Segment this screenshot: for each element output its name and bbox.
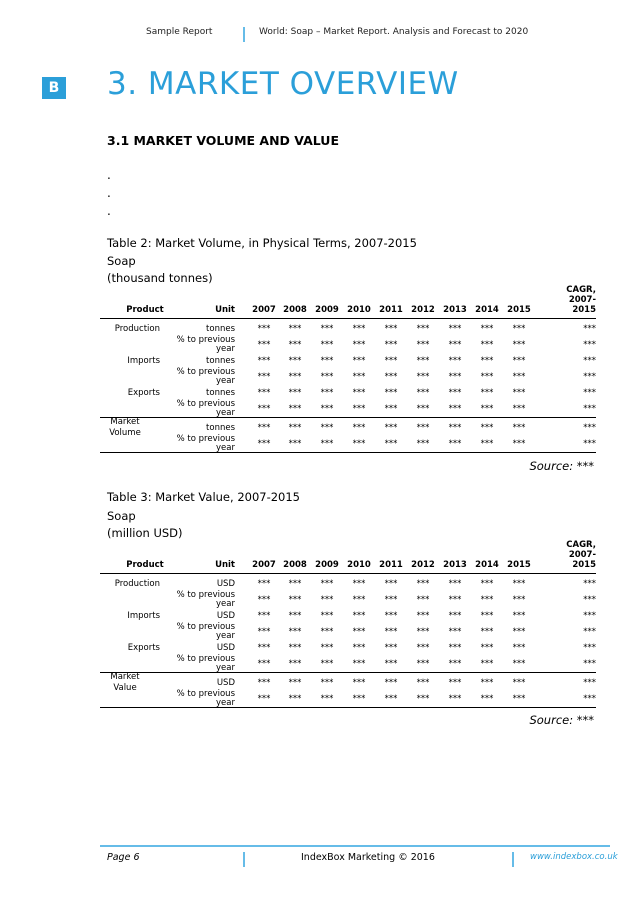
row-value: *** [257, 659, 271, 669]
row-unit: % to previous year [176, 622, 235, 641]
header-year: 2009 [315, 305, 339, 315]
header-report-title: World: Soap – Market Report. Analysis and Forecast to 2020 [259, 27, 529, 37]
row-value: *** [480, 340, 494, 350]
row-product: Imports [127, 611, 160, 621]
row-value: *** [352, 340, 366, 350]
row-unit: tonnes [206, 356, 235, 366]
table-row [100, 401, 596, 417]
table-row [100, 672, 596, 693]
section-badge-icon: B [42, 77, 66, 99]
row-value: *** [416, 694, 430, 704]
table-row [100, 436, 596, 452]
row-value: *** [480, 356, 494, 366]
row-value: *** [384, 659, 398, 669]
row-cagr: *** [583, 388, 596, 398]
row-unit: % to previous year [176, 689, 235, 708]
footer-separator [243, 852, 245, 867]
row-unit: tonnes [206, 324, 235, 334]
row-value: *** [257, 423, 271, 433]
row-value: *** [384, 404, 398, 414]
row-value: *** [257, 356, 271, 366]
row-value: *** [416, 678, 430, 688]
row-value: *** [352, 611, 366, 621]
header-year: 2014 [475, 305, 499, 315]
table-row [100, 576, 596, 592]
header-cagr: CAGR, 2007-2015 [566, 540, 596, 570]
section-title: 3. MARKET OVERVIEW [107, 66, 459, 102]
subsection-title: 3.1 MARKET VOLUME AND VALUE [107, 133, 339, 148]
header-year: 2015 [507, 560, 531, 570]
header-separator [243, 27, 245, 42]
row-cagr: *** [583, 340, 596, 350]
row-value: *** [480, 595, 494, 605]
row-value: *** [416, 372, 430, 382]
row-value: *** [448, 356, 462, 366]
row-value: *** [320, 579, 334, 589]
row-value: *** [448, 423, 462, 433]
row-value: *** [257, 324, 271, 334]
table-row [100, 385, 596, 401]
row-value: *** [480, 388, 494, 398]
row-value: *** [384, 372, 398, 382]
row-unit: tonnes [206, 423, 235, 433]
footer-copyright: IndexBox Marketing © 2016 [301, 852, 435, 863]
row-value: *** [257, 627, 271, 637]
row-value: *** [512, 579, 526, 589]
row-value: *** [352, 659, 366, 669]
row-value: *** [416, 595, 430, 605]
ellipsis-dot: . [107, 204, 111, 218]
row-value: *** [512, 439, 526, 449]
row-value: *** [288, 372, 302, 382]
row-value: *** [288, 324, 302, 334]
header-year: 2012 [411, 560, 435, 570]
row-value: *** [288, 611, 302, 621]
header-year: 2013 [443, 560, 467, 570]
row-cagr: *** [583, 423, 596, 433]
row-cagr: *** [583, 595, 596, 605]
row-value: *** [257, 694, 271, 704]
row-cagr: *** [583, 627, 596, 637]
row-value: *** [352, 643, 366, 653]
row-value: *** [512, 627, 526, 637]
row-value: *** [288, 678, 302, 688]
row-value: *** [257, 611, 271, 621]
row-value: *** [512, 372, 526, 382]
row-value: *** [448, 372, 462, 382]
row-value: *** [352, 356, 366, 366]
row-value: *** [480, 404, 494, 414]
row-unit: % to previous year [176, 399, 235, 418]
header-year: 2011 [379, 560, 403, 570]
header-product: Product [126, 305, 164, 315]
row-cagr: *** [583, 611, 596, 621]
row-value: *** [352, 404, 366, 414]
row-cagr: *** [583, 579, 596, 589]
header-year: 2009 [315, 560, 339, 570]
row-value: *** [257, 643, 271, 653]
row-value: *** [480, 372, 494, 382]
row-value: *** [352, 372, 366, 382]
row-value: *** [480, 627, 494, 637]
header-unit: Unit [215, 560, 235, 570]
row-value: *** [480, 678, 494, 688]
row-value: *** [257, 595, 271, 605]
row-value: *** [320, 372, 334, 382]
row-unit: % to previous year [176, 654, 235, 673]
row-unit: % to previous year [176, 590, 235, 609]
ellipsis-dot: . [107, 186, 111, 200]
table2-subject: Soap [107, 254, 136, 268]
footer-website-link[interactable]: www.indexbox.co.uk [530, 852, 618, 862]
row-value: *** [512, 340, 526, 350]
header-year: 2007 [252, 560, 276, 570]
row-value: *** [384, 627, 398, 637]
row-value: *** [416, 423, 430, 433]
table-row [100, 592, 596, 608]
footer-page-number: Page 6 [107, 852, 140, 863]
row-value: *** [512, 694, 526, 704]
header-year: 2011 [379, 305, 403, 315]
row-value: *** [288, 643, 302, 653]
row-value: *** [480, 579, 494, 589]
row-value: *** [416, 627, 430, 637]
header-year: 2014 [475, 560, 499, 570]
row-value: *** [352, 324, 366, 334]
row-value: *** [320, 678, 334, 688]
row-value: *** [288, 694, 302, 704]
row-cagr: *** [583, 356, 596, 366]
table-row [100, 369, 596, 385]
row-value: *** [512, 388, 526, 398]
row-value: *** [416, 611, 430, 621]
table-body [100, 319, 596, 417]
row-value: *** [512, 356, 526, 366]
row-value: *** [448, 659, 462, 669]
header-unit: Unit [215, 305, 235, 315]
table2-source: Source: *** [529, 459, 594, 473]
row-value: *** [320, 659, 334, 669]
table-row [100, 656, 596, 672]
table-row [100, 608, 596, 624]
row-cagr: *** [583, 659, 596, 669]
row-value: *** [384, 694, 398, 704]
table3-source: Source: *** [529, 713, 594, 727]
row-value: *** [416, 340, 430, 350]
row-value: *** [320, 694, 334, 704]
table2-units-note: (thousand tonnes) [107, 271, 213, 285]
row-value: *** [320, 611, 334, 621]
row-unit: % to previous year [176, 367, 235, 386]
row-cagr: *** [583, 694, 596, 704]
row-cagr: *** [583, 324, 596, 334]
row-value: *** [512, 659, 526, 669]
footer-rule [100, 845, 610, 847]
row-value: *** [480, 659, 494, 669]
row-value: *** [480, 439, 494, 449]
row-value: *** [512, 595, 526, 605]
row-value: *** [352, 439, 366, 449]
row-product: Market Value [110, 672, 140, 693]
header-year: 2007 [252, 305, 276, 315]
row-value: *** [320, 388, 334, 398]
row-value: *** [352, 388, 366, 398]
row-value: *** [416, 404, 430, 414]
row-value: *** [512, 423, 526, 433]
row-unit: % to previous year [176, 335, 235, 354]
row-value: *** [384, 643, 398, 653]
row-value: *** [448, 595, 462, 605]
row-value: *** [384, 439, 398, 449]
header-year: 2012 [411, 305, 435, 315]
row-value: *** [320, 404, 334, 414]
row-unit: USD [216, 678, 235, 688]
row-value: *** [384, 423, 398, 433]
row-value: *** [480, 643, 494, 653]
row-unit: USD [216, 643, 235, 653]
row-cagr: *** [583, 372, 596, 382]
row-value: *** [448, 388, 462, 398]
table2 [100, 278, 596, 453]
row-value: *** [320, 643, 334, 653]
row-value: *** [512, 404, 526, 414]
row-value: *** [384, 678, 398, 688]
row-value: *** [257, 372, 271, 382]
header-year: 2010 [347, 305, 371, 315]
row-unit: USD [216, 579, 235, 589]
row-value: *** [448, 627, 462, 637]
row-value: *** [416, 579, 430, 589]
row-value: *** [512, 324, 526, 334]
row-value: *** [448, 439, 462, 449]
row-value: *** [257, 678, 271, 688]
row-value: *** [384, 579, 398, 589]
row-value: *** [416, 388, 430, 398]
row-value: *** [352, 423, 366, 433]
row-value: *** [384, 595, 398, 605]
row-value: *** [257, 340, 271, 350]
row-value: *** [320, 340, 334, 350]
table3 [100, 533, 596, 708]
row-value: *** [512, 643, 526, 653]
row-value: *** [320, 595, 334, 605]
row-cagr: *** [583, 404, 596, 414]
table3-subject: Soap [107, 509, 136, 523]
header-year: 2010 [347, 560, 371, 570]
row-value: *** [480, 694, 494, 704]
row-unit: % to previous year [176, 434, 235, 453]
row-value: *** [448, 694, 462, 704]
row-product: Exports [127, 643, 160, 653]
row-product: Production [114, 324, 160, 334]
table-row [100, 624, 596, 640]
row-product: Production [114, 579, 160, 589]
row-cagr: *** [583, 439, 596, 449]
row-value: *** [320, 423, 334, 433]
row-value: *** [448, 643, 462, 653]
row-cagr: *** [583, 678, 596, 688]
row-value: *** [320, 627, 334, 637]
table3-units-note: (million USD) [107, 526, 183, 540]
row-value: *** [352, 678, 366, 688]
row-value: *** [416, 439, 430, 449]
row-value: *** [257, 404, 271, 414]
row-value: *** [448, 324, 462, 334]
header-product: Product [126, 560, 164, 570]
row-value: *** [352, 627, 366, 637]
header-year: 2008 [283, 560, 307, 570]
header-year: 2013 [443, 305, 467, 315]
row-value: *** [288, 356, 302, 366]
row-value: *** [288, 423, 302, 433]
table-row [100, 640, 596, 656]
row-value: *** [480, 423, 494, 433]
row-value: *** [288, 388, 302, 398]
row-value: *** [352, 595, 366, 605]
table-header-row [100, 533, 596, 574]
row-value: *** [288, 627, 302, 637]
row-cagr: *** [583, 643, 596, 653]
header-year: 2015 [507, 305, 531, 315]
row-value: *** [384, 356, 398, 366]
row-product: Market Volume [109, 417, 141, 438]
table-row [100, 353, 596, 369]
table3-caption: Table 3: Market Value, 2007-2015 [107, 490, 301, 504]
row-value: *** [448, 611, 462, 621]
row-value: *** [288, 659, 302, 669]
row-value: *** [288, 579, 302, 589]
table-total-group [100, 417, 596, 453]
row-value: *** [512, 611, 526, 621]
row-value: *** [384, 340, 398, 350]
row-value: *** [416, 659, 430, 669]
header-report-type: Sample Report [146, 27, 213, 37]
row-value: *** [288, 404, 302, 414]
table-row [100, 417, 596, 438]
row-value: *** [288, 340, 302, 350]
row-product: Imports [127, 356, 160, 366]
row-value: *** [448, 340, 462, 350]
row-value: *** [416, 324, 430, 334]
table-row [100, 321, 596, 337]
row-value: *** [512, 678, 526, 688]
table-row [100, 691, 596, 707]
row-value: *** [257, 579, 271, 589]
row-unit: USD [216, 611, 235, 621]
row-value: *** [320, 356, 334, 366]
row-value: *** [384, 324, 398, 334]
row-value: *** [448, 579, 462, 589]
table2-caption: Table 2: Market Volume, in Physical Terms, 2007-2015 [107, 236, 417, 250]
row-value: *** [352, 579, 366, 589]
row-value: *** [288, 595, 302, 605]
table-total-group [100, 672, 596, 708]
row-product: Exports [127, 388, 160, 398]
row-value: *** [352, 694, 366, 704]
row-value: *** [448, 678, 462, 688]
row-value: *** [320, 439, 334, 449]
row-value: *** [384, 611, 398, 621]
row-value: *** [384, 388, 398, 398]
footer-separator [512, 852, 514, 867]
table-row [100, 337, 596, 353]
header-year: 2008 [283, 305, 307, 315]
row-value: *** [320, 324, 334, 334]
row-value: *** [480, 611, 494, 621]
row-value: *** [480, 324, 494, 334]
table-body [100, 574, 596, 672]
row-value: *** [288, 439, 302, 449]
row-value: *** [416, 356, 430, 366]
ellipsis-dot: . [107, 168, 111, 182]
header-cagr: CAGR, 2007-2015 [566, 285, 596, 315]
table-header-row [100, 278, 596, 319]
row-value: *** [448, 404, 462, 414]
row-value: *** [416, 643, 430, 653]
row-value: *** [257, 439, 271, 449]
row-value: *** [257, 388, 271, 398]
row-unit: tonnes [206, 388, 235, 398]
